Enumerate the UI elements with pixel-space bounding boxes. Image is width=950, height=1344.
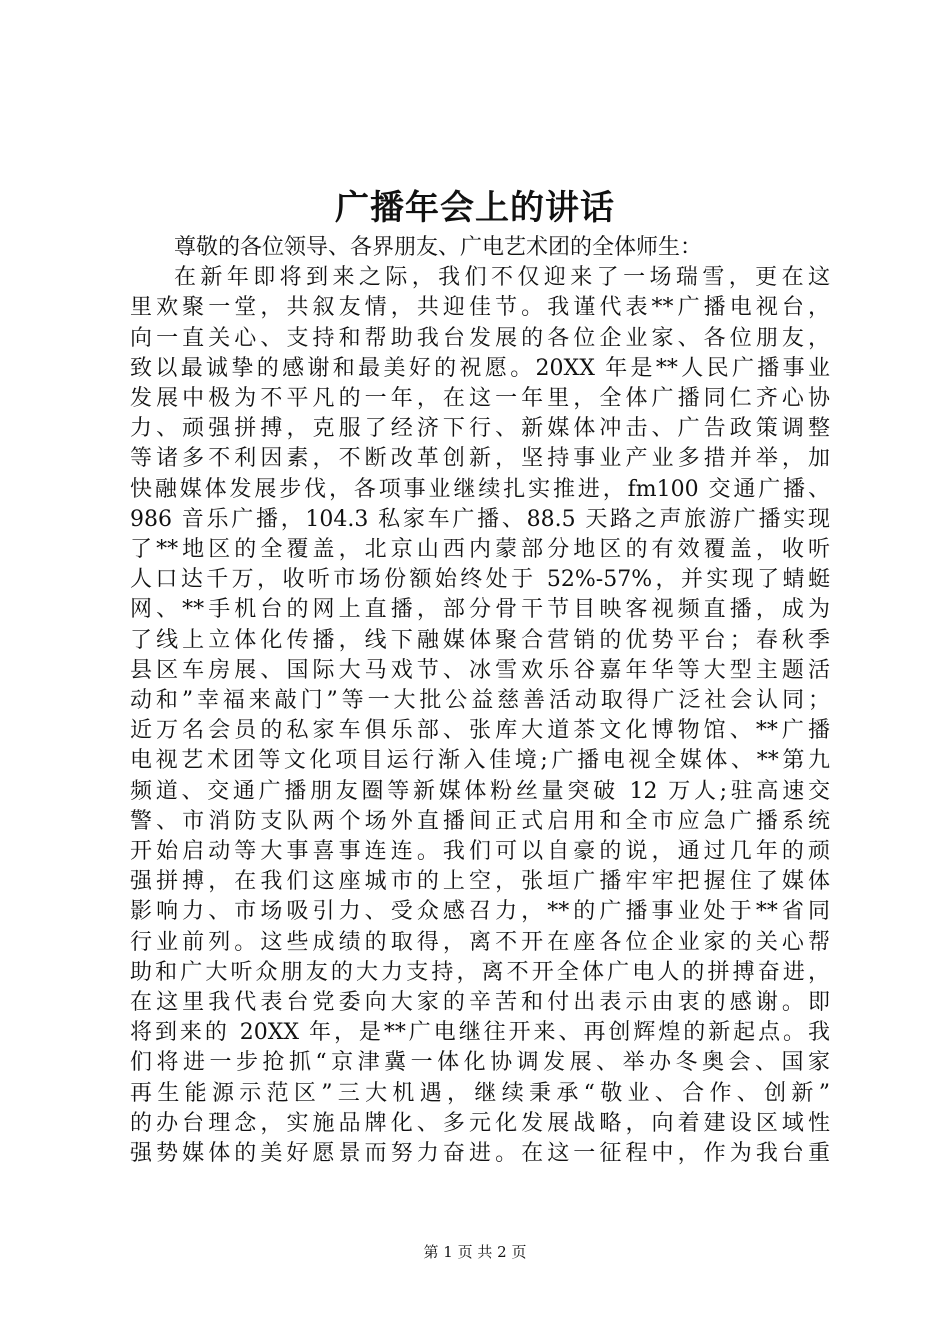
body-line: 近万名会员的私家车俱乐部、张库大道茶文化博物馆、**广播 [130, 718, 830, 744]
body-line: 们将进一步抢抓“京津冀一体化协调发展、举办冬奥会、国家 [130, 1050, 830, 1076]
body-line: 电视艺术团等文化项目运行渐入佳境;广播电视全媒体、**第九 [130, 748, 830, 774]
body-line: 发展中极为不平凡的一年，在这一年里，全体广播同仁齐心协 [130, 386, 830, 412]
body-line: 强拼搏，在我们这座城市的上空，张垣广播牢牢把握住了媒体 [130, 869, 830, 895]
body-line: 力、顽强拼搏，克服了经济下行、新媒体冲击、广告政策调整 [130, 416, 830, 442]
body-line: 了**地区的全覆盖，北京山西内蒙部分地区的有效覆盖，收听 [130, 537, 830, 563]
body-line: 将到来的 20XX 年，是**广电继往开来、再创辉煌的新起点。我 [130, 1020, 830, 1046]
body-line: 向一直关心、支持和帮助我台发展的各位企业家、各位朋友， [130, 325, 830, 351]
salutation-line: 尊敬的各位领导、各界朋友、广电艺术团的全体师生： [174, 235, 703, 260]
body-line: 在新年即将到来之际，我们不仅迎来了一场瑞雪，更在这 [174, 265, 830, 291]
body-line: 人口达千万，收听市场份额始终处于 52%-57%，并实现了蜻蜓 [130, 567, 830, 593]
body-line: 行业前列。这些成绩的取得，离不开在座各位企业家的关心帮 [130, 929, 830, 955]
body-line: 网、**手机台的网上直播，部分骨干节目映客视频直播，成为 [130, 597, 830, 623]
body-line: 的办台理念，实施品牌化、多元化发展战略，向着建设区域性 [130, 1110, 830, 1136]
document-body [130, 233, 830, 1169]
body-line: 在这里我代表台党委向大家的辛苦和付出表示由衷的感谢。即 [130, 990, 830, 1016]
body-line: 频道、交通广播朋友圈等新媒体粉丝量突破 12 万人;驻高速交 [130, 778, 830, 804]
body-line: 了线上立体化传播，线下融媒体聚合营销的优势平台；春秋季 [130, 627, 830, 653]
body-line: 开始启动等大事喜事连连。我们可以自豪的说，通过几年的顽 [130, 839, 830, 865]
body-line: 里欢聚一堂，共叙友情，共迎佳节。我谨代表**广播电视台， [130, 295, 830, 321]
body-line: 致以最诚挚的感谢和最美好的祝愿。20XX 年是**人民广播事业 [130, 355, 830, 381]
body-line: 警、市消防支队两个场外直播间正式启用和全市应急广播系统 [130, 808, 830, 834]
body-line: 动和”幸福来敲门”等一大批公益慈善活动取得广泛社会认同； [130, 688, 830, 714]
body-line: 助和广大听众朋友的大力支持，离不开全体广电人的拼搏奋进， [130, 959, 830, 985]
body-line: 县区车房展、国际大马戏节、冰雪欢乐谷嘉年华等大型主题活 [130, 657, 830, 683]
body-line: 等诸多不利因素，不断改革创新，坚持事业产业多措并举，加 [130, 446, 830, 472]
body-line: 再生能源示范区”三大机遇，继续秉承“敬业、合作、创新” [130, 1080, 830, 1106]
body-line: 影响力、市场吸引力、受众感召力，**的广播事业处于**省同 [130, 899, 830, 925]
body-line: 986 音乐广播，104.3 私家车广播、88.5 天路之声旅游广播实现 [130, 506, 830, 532]
body-line: 强势媒体的美好愿景而努力奋进。在这一征程中，作为我台重 [130, 1141, 830, 1167]
body-line: 快融媒体发展步伐，各项事业继续扎实推进，fm100 交通广播、 [130, 476, 830, 502]
document-title: 广播年会上的讲话 [335, 188, 615, 228]
page-footer: 第 1 页 共 2 页 [423, 1243, 527, 1261]
